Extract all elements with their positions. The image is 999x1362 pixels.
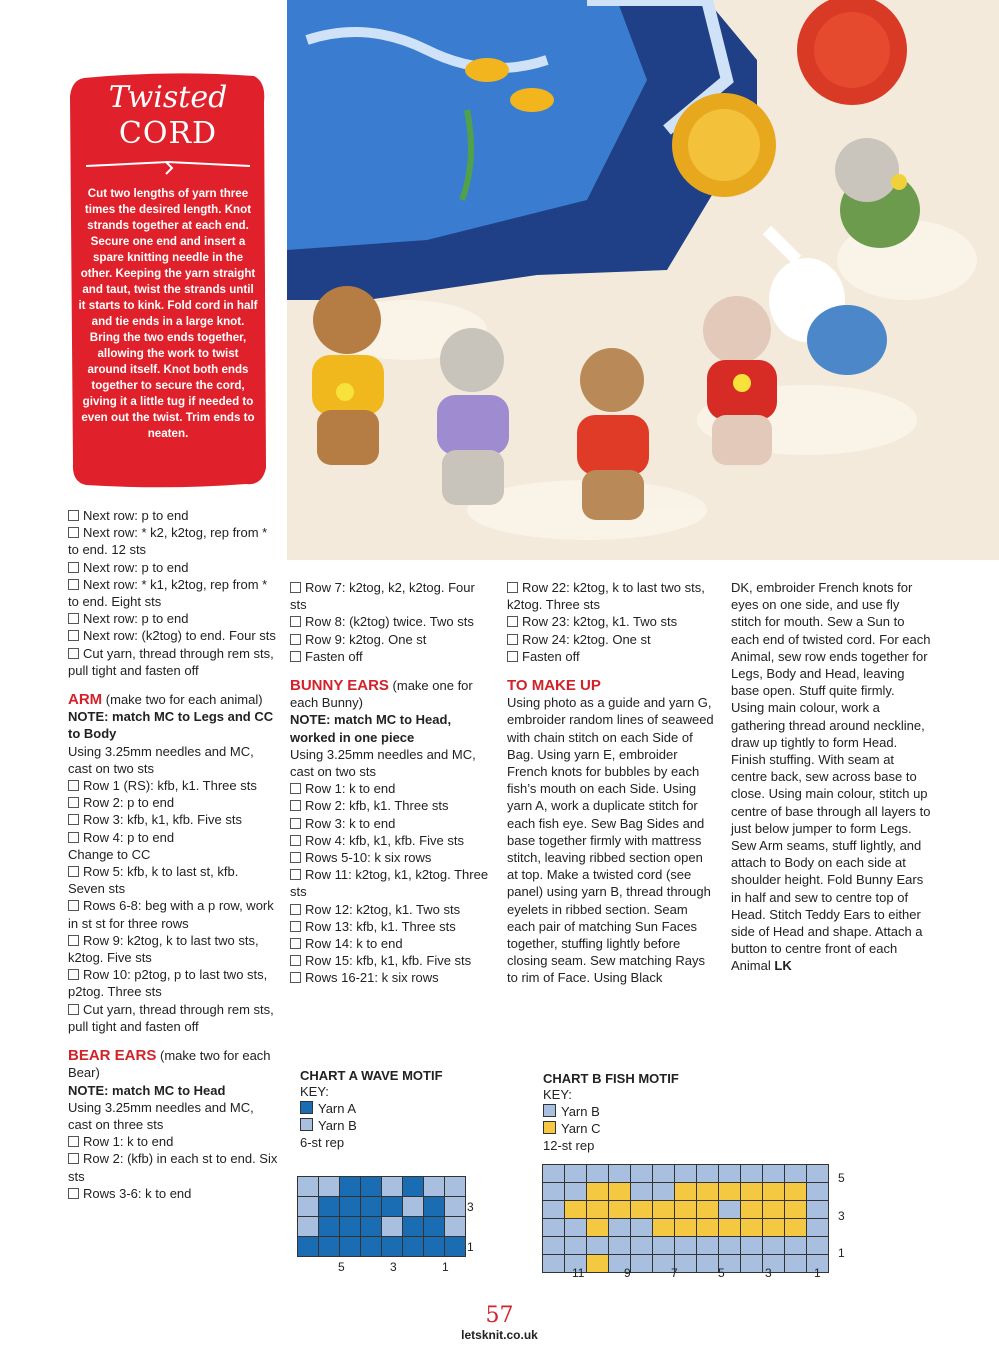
pattern-row-text: Next row: * k2, k2tog, rep from * to end. 12 sts [68,525,268,558]
chart-cell [319,1197,340,1217]
chart-cell [697,1165,719,1183]
chart-cell [785,1255,807,1273]
pattern-row-text: Row 7: k2tog, k2, k2tog. Four sts [290,580,475,613]
arm-rows-a [68,777,278,846]
pattern-row [290,780,495,797]
checkbox-icon[interactable] [68,814,79,825]
pattern-row [68,811,278,828]
yarn-c-swatch [543,1121,556,1134]
pattern-row [290,579,495,613]
chart-cell [609,1237,631,1255]
chart-b-row-label: 1 [838,1246,845,1260]
checkbox-icon[interactable] [68,613,79,624]
checkbox-icon[interactable] [290,938,301,949]
chart-b-key-2 [543,1120,743,1137]
pattern-row-text: Row 14: k to end [305,936,403,952]
pattern-row-text: Next row: p to end [83,508,189,523]
pattern-row [68,627,278,644]
pattern-row [290,613,495,630]
chart-cell [785,1165,807,1183]
chart-a-col-label: 3 [390,1260,397,1274]
chart-cell [675,1237,697,1255]
yarn-b-swatch [300,1118,313,1131]
checkbox-icon[interactable] [290,972,301,983]
pattern-row [290,832,495,849]
checkbox-icon[interactable] [68,866,79,877]
chart-cell [361,1217,382,1237]
chart-a-key-1-label: Yarn A [318,1101,357,1116]
pattern-row [290,849,495,866]
pattern-row [68,829,278,846]
pattern-row-text: Row 4: kfb, k1, kfb. Five sts [305,832,464,848]
chart-a [300,1068,500,1151]
checkbox-icon[interactable] [68,562,79,573]
make-up-heading: TO MAKE UP [507,677,601,695]
chart-cell [382,1237,403,1257]
col3-rows-top [507,579,715,665]
chart-cell [587,1255,609,1273]
pattern-row-text: Next row: p to end [83,559,189,575]
chart-b-grid [542,1164,829,1273]
pattern-row [290,935,495,952]
pattern-row [290,901,495,918]
pattern-row [68,777,278,794]
pattern-row [68,1133,278,1150]
checkbox-icon[interactable] [68,969,79,980]
pattern-row [290,969,495,986]
pattern-row [507,648,715,665]
chart-a-key-1 [300,1100,500,1117]
pattern-row-text: Row 4: p to end [83,829,175,845]
chart-cell [361,1177,382,1197]
checkbox-icon[interactable] [68,935,79,946]
chart-cell [785,1201,807,1219]
pattern-row-text: Row 3: k to end [305,815,396,831]
bunny-ears-subheading: (make one for each Bunny) [290,678,473,711]
chart-cell [340,1177,361,1197]
pattern-row [68,966,278,1000]
make-up-body: Using photo as a guide and yarn G, embroider random lines of seaweed with chain stitch on each Side of Bag. Using yarn E, embroider French knots for bubbles by each fish’s mouth on each Side. Using yarn A, work a duplicate stitch for each fish eye. Sew Bag Sides and base together firmly with mattress stitch, leaving ribbed section open at top. Make a twisted cord (see panel) using yarn B, thread through eyelets in ribbed section. Seam each pair of matching Sun Faces together, stuffing lightly before closing seam. Sew matching Rays to rim of Face. Using Black [507,695,714,986]
chart-a-key-2 [300,1117,500,1134]
pattern-row-text: Row 2: kfb, k1. Three sts [305,798,449,814]
chart-cell [609,1183,631,1201]
site-url: letsknit.co.uk [461,1328,538,1342]
pattern-row-text: Row 1: k to end [83,1134,174,1150]
chart-cell [741,1237,763,1255]
pattern-row-text: Rows 16-21: k six rows [305,970,439,986]
chart-b-col-label: 11 [572,1266,585,1280]
bunny-ears-rows [290,780,495,986]
pattern-row-text: Row 24: k2tog. One st [522,631,651,647]
pattern-row-text: Row 1: k to end [305,781,396,797]
chart-cell [609,1219,631,1237]
chart-cell [697,1219,719,1237]
chart-b-col-label: 7 [671,1266,678,1280]
bunny-ears-note: NOTE: match MC to Head, worked in one piece [290,712,452,745]
chart-cell [675,1201,697,1219]
checkbox-icon[interactable] [68,797,79,808]
make-up-body-continued: DK, embroider French knots for eyes on one side, and use fly stitch for mouth. Sew a Sun to each end of twisted cord. For each Animal, sew row ends together for Legs, Body and Head, leaving base open. Stuff quite firmly. Using main colour, work a gathering thread around neckline, draw up tightly to form Head. Finish stuffing. With seam at centre back, sew across base to close. Using main colour, stitch up centre of base through all layers to just below jumper to form Legs. Sew Arm seams, stuff lightly, and attach to Body on each side at shoulder height. Fold Bunny Ears in half and sew to centre top of Head. Stitch Teddy Ears to either side of Head and shape. Attach a button to centre front of each Animal [731,580,931,974]
bear-ears-rows [68,1133,278,1202]
pattern-row-text: Row 1 (RS): kfb, k1. Three sts [83,778,257,794]
checkbox-icon[interactable] [507,634,518,645]
pattern-row [290,866,495,900]
checkbox-icon[interactable] [507,651,518,662]
bear-ears-intro: Using 3.25mm needles and MC, cast on three sts [68,1099,254,1132]
pattern-row-text: Fasten off [522,648,580,664]
col2-rows-top [290,579,495,665]
pattern-row [507,631,715,648]
panel-title-line2: CORD [118,116,218,151]
checkbox-icon[interactable] [507,616,518,627]
chart-cell [543,1237,565,1255]
arm-heading: ARM [68,691,103,709]
twisted-cord-panel [70,72,266,488]
chart-cell [403,1177,424,1197]
chart-cell [807,1237,829,1255]
yarn-a-swatch [300,1101,313,1114]
checkbox-icon[interactable] [68,832,79,843]
column-2 [290,579,495,987]
chart-cell [298,1217,319,1237]
chart-cell [445,1217,466,1237]
pattern-row [68,1001,278,1035]
pattern-row-text: Cut yarn, thread through rem sts, pull tight and fasten off [68,645,274,678]
chart-cell [609,1165,631,1183]
pattern-row [68,610,278,627]
chart-a-row-label: 1 [467,1240,474,1254]
chart-cell [319,1237,340,1257]
chart-cell [785,1237,807,1255]
chart-b-row-label: 3 [838,1209,845,1223]
chart-cell [543,1183,565,1201]
chart-cell [543,1165,565,1183]
chart-cell [565,1219,587,1237]
chart-cell [653,1201,675,1219]
chart-b-rep: 12-st rep [543,1138,595,1153]
chart-cell [587,1237,609,1255]
pattern-row [68,645,278,679]
chart-cell [382,1177,403,1197]
pattern-row-text: Row 2: (kfb) in each st to end. Six sts [68,1151,278,1184]
chart-cell [587,1183,609,1201]
chart-cell [653,1165,675,1183]
pattern-row-text: Next row: (k2tog) to end. Four sts [83,628,276,644]
chart-cell [763,1219,785,1237]
chart-cell [697,1201,719,1219]
chart-cell [675,1219,697,1237]
column-4 [731,579,931,975]
checkbox-icon[interactable] [290,651,301,662]
checkbox-icon[interactable] [68,648,79,659]
chart-cell [719,1219,741,1237]
chart-cell [587,1201,609,1219]
pattern-row-text: Rows 5-10: k six rows [305,850,432,866]
checkbox-icon[interactable] [68,1136,79,1147]
chart-cell [631,1219,653,1237]
chart-cell [340,1217,361,1237]
chart-cell [403,1237,424,1257]
pattern-row [68,897,278,931]
chart-b-col-label: 3 [765,1266,772,1280]
chart-cell [785,1183,807,1201]
chart-cell [763,1183,785,1201]
checkbox-icon[interactable] [68,1153,79,1164]
pattern-row-text: Row 5: kfb, k to last st, kfb. Seven sts [68,864,239,897]
chart-cell [340,1197,361,1217]
pattern-row-text: Fasten off [305,648,363,664]
chart-cell [319,1177,340,1197]
pattern-row [290,952,495,969]
pattern-row [507,613,715,630]
checkbox-icon[interactable] [290,904,301,915]
pattern-row-text: Row 11: k2tog, k1, k2tog. Three sts [290,867,489,900]
checkbox-icon[interactable] [68,780,79,791]
arm-change: Change to CC [68,846,151,862]
chart-cell [741,1183,763,1201]
checkbox-icon[interactable] [68,900,79,911]
chart-cell [675,1183,697,1201]
panel-body: Cut two lengths of yarn three times the desired length. Knot strands together at each end. Secure one end and insert a spare knitting needle in the other. Keeping the yarn straight and taut, twist the strands until it starts to kink. Fold cord in half and tie ends in a large knot. Bring the two ends together, allowing the work to twist around itself. Knot both ends together to secure the cord, giving it a little tug if needed to even out the twist. Trim ends to neaten. [78,187,258,440]
pattern-row-text: Cut yarn, thread through rem sts, pull tight and fasten off [68,1001,274,1034]
chart-cell [445,1237,466,1257]
chart-cell [382,1217,403,1237]
pattern-row-text: Rows 3-6: k to end [83,1185,192,1201]
chart-cell [403,1197,424,1217]
chart-cell [298,1237,319,1257]
pattern-row [68,863,278,897]
pattern-row [290,797,495,814]
checkbox-icon[interactable] [290,921,301,932]
chart-b-key-1 [543,1103,743,1120]
pattern-row [68,794,278,811]
chart-cell [543,1219,565,1237]
pattern-row [68,1185,278,1202]
chart-cell [382,1197,403,1217]
chart-cell [741,1255,763,1273]
chart-cell [675,1165,697,1183]
bunny-ears-heading: BUNNY EARS [290,677,389,695]
arm-subheading: (make two for each animal) [105,692,263,708]
panel-title-line1: Twisted [108,80,228,115]
chart-cell [719,1201,741,1219]
chart-cell [298,1197,319,1217]
pattern-row-text: Row 22: k2tog, k to last two sts, k2tog. Three sts [507,580,705,613]
chart-cell [653,1219,675,1237]
checkbox-icon[interactable] [290,955,301,966]
chart-a-key-label: KEY: [300,1084,329,1099]
checkbox-icon[interactable] [290,634,301,645]
chart-cell [785,1219,807,1237]
hero-photo [287,0,999,560]
bear-ears-subheading: (make two for each Bear) [68,1048,271,1081]
chart-cell [565,1201,587,1219]
chart-cell [543,1255,565,1273]
pattern-row [68,559,278,576]
pattern-row [290,648,495,665]
chart-b-col-label: 1 [814,1266,821,1280]
pattern-row [68,576,278,610]
checkbox-icon[interactable] [68,1004,79,1015]
checkbox-icon[interactable] [290,616,301,627]
chart-cell [697,1183,719,1201]
chart-cell [631,1183,653,1201]
pattern-row-text: Next row: p to end [83,611,189,627]
checkbox-icon[interactable] [68,1188,79,1199]
arm-intro: Using 3.25mm needles and MC, cast on two sts [68,743,254,776]
bear-ears-heading: BEAR EARS [68,1047,157,1065]
checkbox-icon[interactable] [68,579,79,590]
pattern-row-text: Next row: * k1, k2tog, rep from * to end. Eight sts [68,576,268,610]
chart-b [543,1071,743,1154]
chart-cell [719,1165,741,1183]
pattern-row-text: Row 2: p to end [83,795,175,811]
chart-cell [361,1237,382,1257]
pattern-row [290,631,495,648]
chart-cell [565,1183,587,1201]
chart-a-row-label: 3 [467,1200,474,1214]
page-number: 57 [485,1303,514,1328]
chart-cell [565,1237,587,1255]
bunny-ears-intro: Using 3.25mm needles and MC, cast on two sts [290,746,476,780]
chart-cell [565,1165,587,1183]
chart-cell [763,1165,785,1183]
chart-cell [587,1165,609,1183]
chart-a-key-2-label: Yarn B [318,1118,357,1133]
chart-cell [697,1237,719,1255]
chart-cell [741,1219,763,1237]
chart-cell [445,1197,466,1217]
checkbox-icon[interactable] [290,835,301,846]
checkbox-icon[interactable] [290,852,301,863]
chart-b-key-2-label: Yarn C [561,1121,601,1136]
pattern-row-text: Row 9: k2tog, k to last two sts, k2tog. Five sts [68,932,259,966]
column-1 [68,507,278,1202]
pattern-row-text: Row 23: k2tog, k1. Two sts [522,614,678,630]
chart-a-rep: 6-st rep [300,1135,345,1150]
chart-cell [445,1177,466,1197]
chart-b-key-1-label: Yarn B [561,1104,600,1119]
chart-cell [807,1165,829,1183]
pattern-row-text: Row 10: p2tog, p to last two sts, p2tog. Three sts [68,967,268,1000]
chart-cell [319,1217,340,1237]
chart-a-title: CHART A WAVE MOTIF [300,1068,443,1083]
pattern-row [507,579,715,613]
chart-b-title: CHART B FISH MOTIF [543,1071,679,1086]
pattern-row-text: Row 3: kfb, k1, kfb. Five sts [83,812,242,828]
column-3 [507,579,715,987]
checkbox-icon[interactable] [507,582,518,593]
pattern-row-text: Rows 6-8: beg with a p row, work in st st for three rows [68,898,274,931]
arm-note: NOTE: match MC to Legs and CC to Body [68,709,274,742]
chart-cell [587,1219,609,1237]
pattern-row [290,815,495,832]
chart-cell [631,1165,653,1183]
pattern-row-text: Row 12: k2tog, k1. Two sts [305,901,461,917]
chart-cell [807,1219,829,1237]
chart-cell [763,1201,785,1219]
checkbox-icon[interactable] [68,630,79,641]
chart-cell [609,1201,631,1219]
chart-cell [631,1201,653,1219]
chart-cell [424,1177,445,1197]
checkbox-icon[interactable] [290,869,301,880]
chart-cell [807,1201,829,1219]
chart-a-col-label: 1 [442,1260,449,1274]
yarn-b-swatch [543,1104,556,1117]
end-mark: LK [774,958,792,974]
pattern-row [290,918,495,935]
pattern-row-text: Row 9: k2tog. One st [305,631,427,647]
chart-cell [807,1183,829,1201]
checkbox-icon[interactable] [290,800,301,811]
pattern-row-text: Row 13: kfb, k1. Three sts [305,918,456,934]
checkbox-icon[interactable] [290,582,301,593]
chart-cell [361,1197,382,1217]
chart-cell [741,1165,763,1183]
chart-cell [631,1237,653,1255]
pattern-row [68,524,278,558]
chart-b-col-label: 9 [624,1266,631,1280]
chart-cell [719,1237,741,1255]
pattern-row-text: Row 8: (k2tog) twice. Two sts [305,614,474,630]
chart-cell [741,1201,763,1219]
chart-cell [763,1237,785,1255]
chart-b-row-label: 5 [838,1171,845,1185]
chart-cell [543,1201,565,1219]
checkbox-icon[interactable] [68,527,79,538]
col1-rows-top [68,507,278,679]
chart-a-grid [297,1176,466,1257]
chart-cell [424,1197,445,1217]
arm-rows-b [68,863,278,1035]
chart-cell [403,1217,424,1237]
checkbox-icon[interactable] [290,783,301,794]
pattern-row [68,507,278,524]
chart-cell [340,1237,361,1257]
chart-cell [697,1255,719,1273]
chart-b-col-label: 5 [718,1266,725,1280]
chart-cell [298,1177,319,1197]
chart-cell [653,1183,675,1201]
chart-cell [424,1237,445,1257]
chart-cell [719,1183,741,1201]
chart-cell [631,1255,653,1273]
chart-a-col-label: 5 [338,1260,345,1274]
pattern-row [68,1150,278,1184]
chart-b-key-label: KEY: [543,1087,572,1102]
pattern-row [68,932,278,966]
chart-cell [424,1217,445,1237]
pattern-row-text: Row 15: kfb, k1, kfb. Five sts [305,953,472,969]
checkbox-icon[interactable] [68,510,79,521]
bear-ears-note: NOTE: match MC to Head [68,1082,226,1098]
chart-cell [653,1237,675,1255]
checkbox-icon[interactable] [290,818,301,829]
